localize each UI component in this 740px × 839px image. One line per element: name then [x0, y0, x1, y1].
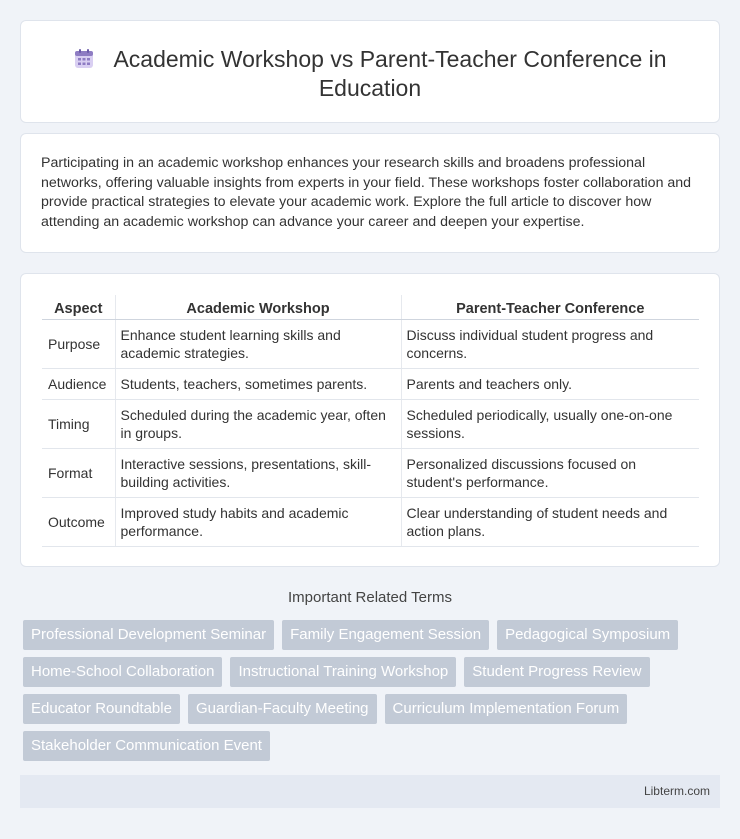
workshop-cell: Enhance student learning skills and academic strategies. [115, 319, 401, 368]
title-line-2: Education [318, 75, 422, 101]
title-line-1: Academic Workshop vs Parent-Teacher Conference in [113, 46, 667, 72]
aspect-cell: Outcome [42, 497, 115, 546]
related-term-tag[interactable]: Family Engagement Session [282, 620, 489, 650]
table-row [42, 319, 699, 368]
aspect-cell: Purpose [42, 319, 115, 368]
calendar-icon [73, 48, 95, 70]
conference-cell: Clear understanding of student needs and action plans. [401, 497, 699, 546]
workshop-cell: Interactive sessions, presentations, skill-building activities. [115, 448, 401, 497]
related-term-tag[interactable]: Home-School Collaboration [23, 657, 222, 687]
related-term-tag[interactable]: Stakeholder Communication Event [23, 731, 270, 761]
workshop-cell: Scheduled during the academic year, often in groups. [115, 399, 401, 448]
related-term-tag[interactable]: Student Progress Review [464, 657, 649, 687]
table-row [42, 399, 699, 448]
related-term-tag[interactable]: Curriculum Implementation Forum [385, 694, 628, 724]
table-row [42, 368, 699, 399]
conference-cell: Discuss individual student progress and concerns. [401, 319, 699, 368]
intro-paragraph: Participating in an academic workshop enhances your research skills and broadens professional networks, offering valuable insights from experts in your field. These workshops foster collaboration and provide practical strategies to elevate your academic work. Explore the full article to discover how attending an academic workshop can advance your career and deepen your expertise. [41, 155, 692, 230]
related-terms-list [23, 620, 723, 761]
related-term-tag[interactable]: Guardian-Faculty Meeting [188, 694, 377, 724]
footer [20, 775, 720, 808]
aspect-cell: Timing [42, 399, 115, 448]
conference-cell: Personalized discussions focused on student's performance. [401, 448, 699, 497]
page-title [21, 45, 719, 103]
header-aspect: Aspect [42, 295, 115, 319]
conference-cell: Scheduled periodically, usually one-on-one sessions. [401, 399, 699, 448]
aspect-cell: Audience [42, 368, 115, 399]
aspect-cell: Format [42, 448, 115, 497]
related-terms-heading: Important Related Terms [288, 589, 452, 606]
related-term-tag[interactable]: Educator Roundtable [23, 694, 180, 724]
intro-card [20, 133, 720, 253]
comparison-card [20, 273, 720, 567]
conference-cell: Parents and teachers only. [401, 368, 699, 399]
workshop-cell: Students, teachers, sometimes parents. [115, 368, 401, 399]
comparison-table [42, 295, 699, 547]
related-term-tag[interactable]: Professional Development Seminar [23, 620, 274, 650]
footer-site-link[interactable]: Libterm.com [643, 784, 710, 798]
table-row [42, 497, 699, 546]
header-parent-teacher-conference: Parent-Teacher Conference [401, 295, 699, 319]
table-row [42, 448, 699, 497]
header-academic-workshop: Academic Workshop [115, 295, 401, 319]
related-term-tag[interactable]: Instructional Training Workshop [230, 657, 456, 687]
title-card [20, 20, 720, 123]
related-term-tag[interactable]: Pedagogical Symposium [497, 620, 678, 650]
workshop-cell: Improved study habits and academic performance. [115, 497, 401, 546]
